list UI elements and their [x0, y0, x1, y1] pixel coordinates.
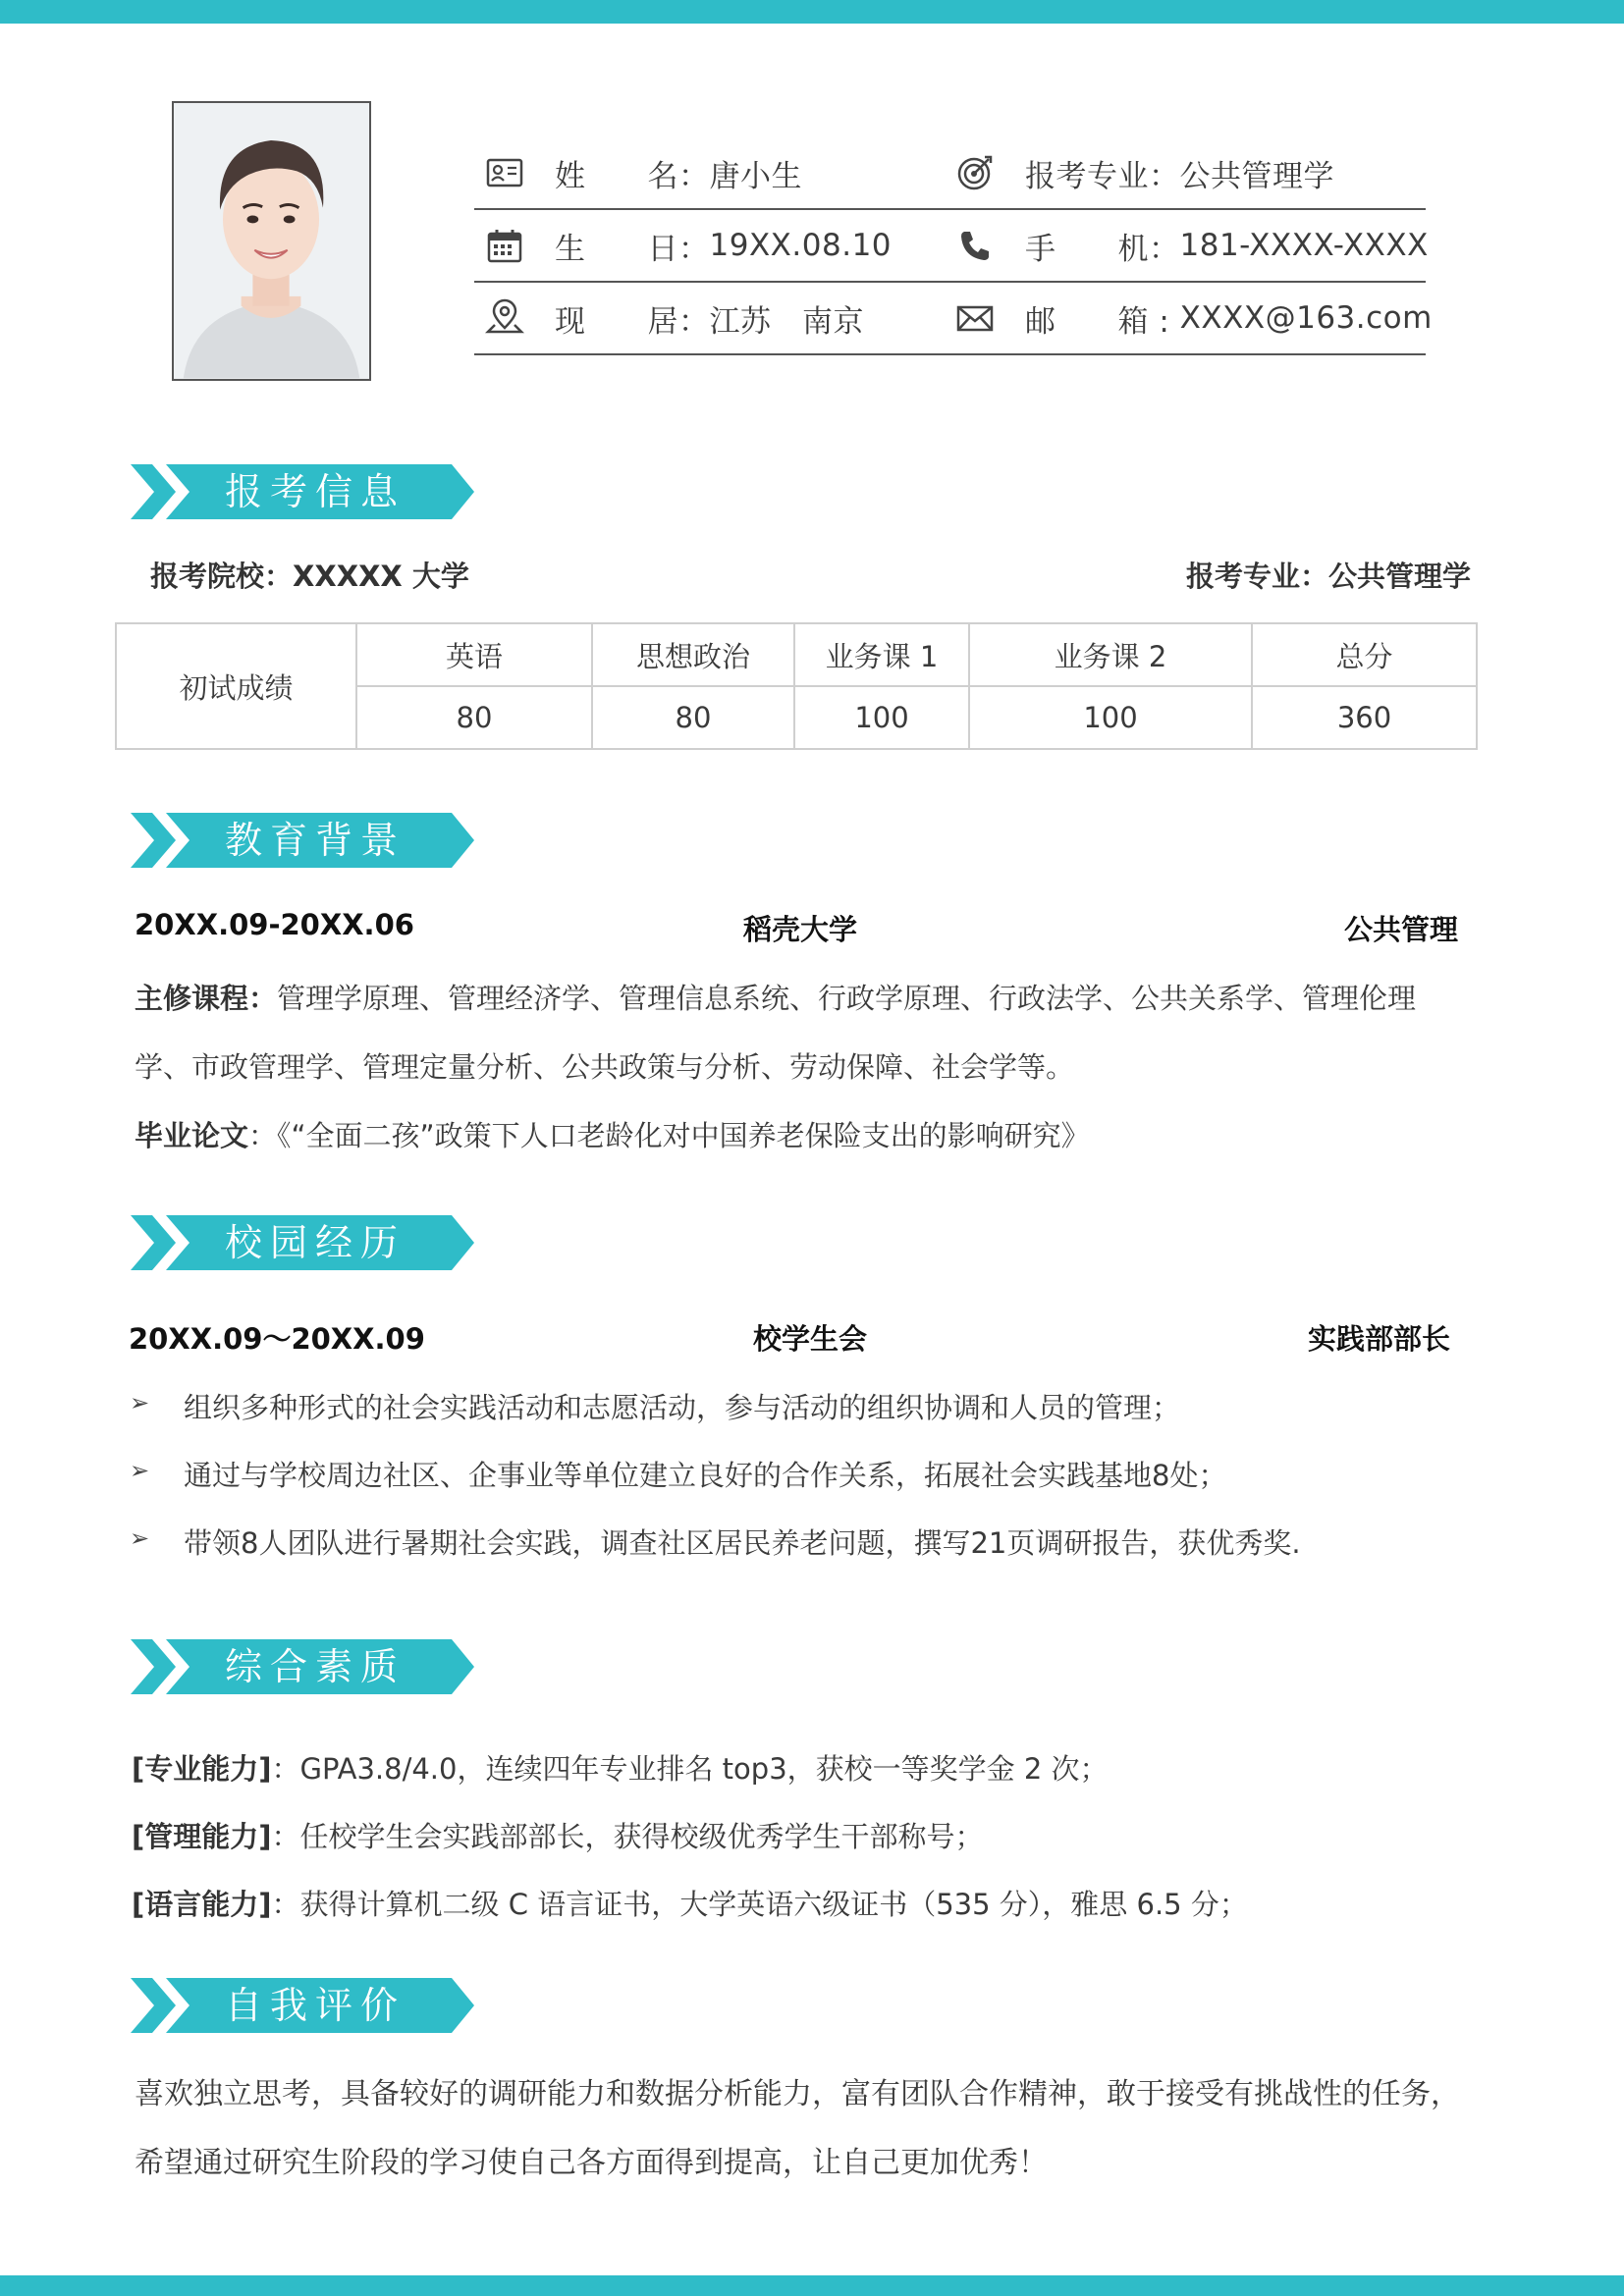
info-divider — [474, 353, 1426, 355]
target-icon — [952, 150, 998, 195]
apply-school: 报考院校：XXXXX 大学 — [150, 560, 469, 593]
calendar-icon — [482, 223, 527, 268]
courses-label: 主修课程： — [135, 982, 278, 1015]
section-title: 教育背景 — [225, 819, 406, 862]
name-label: 姓 名： — [555, 158, 710, 194]
major-value: 公共管理学 — [1179, 158, 1334, 194]
home-field — [482, 283, 864, 353]
phone-label: 手 机： — [1025, 231, 1180, 267]
campus-org: 校学生会 — [753, 1322, 868, 1356]
section-title: 综合素质 — [225, 1645, 406, 1688]
quality-item — [132, 1883, 1248, 1923]
thesis-text: ：《“全面二孩”政策下人口老龄化对中国养老保险支出的影响研究》 — [248, 1119, 1090, 1152]
self-eval-line-1: 喜欢独立思考，具备较好的调研能力和数据分析能力，富有团队合作精神，敢于接受有挑战性的任务， — [135, 2077, 1460, 2111]
quality-text: ：GPA3.8/4.0，连续四年专业排名 top3，获校一等奖学金 2 次； — [271, 1752, 1109, 1786]
section-header-apply — [131, 464, 474, 519]
section-header-self — [131, 1978, 474, 2033]
email-field — [952, 283, 1433, 353]
campus-role: 实践部部长 — [1308, 1322, 1451, 1356]
email-value: XXXX@163.com — [1179, 300, 1433, 336]
profile-photo — [172, 101, 371, 381]
education-major: 公共管理 — [1344, 913, 1459, 946]
phone-field — [952, 210, 1429, 281]
home-value: 江苏 南京 — [709, 303, 864, 340]
quality-label: [专业能力] — [132, 1752, 272, 1786]
self-eval-line-2: 希望通过研究生阶段的学习使自己各方面得到提高，让自己更加优秀！ — [135, 2146, 1048, 2180]
info-row-3 — [474, 283, 1433, 355]
table-header-cell: 总分 — [1252, 623, 1477, 686]
birth-value: 19XX.08.10 — [709, 228, 893, 263]
table-cell: 100 — [794, 686, 969, 749]
score-row-label: 初试成绩 — [116, 623, 356, 749]
birth-label: 生 日： — [555, 231, 710, 267]
section-title: 自我评价 — [225, 1984, 406, 2027]
table-cell: 100 — [969, 686, 1252, 749]
major-field — [952, 137, 1334, 208]
score-table — [115, 622, 1478, 750]
table-cell: 360 — [1252, 686, 1477, 749]
section-title: 校园经历 — [225, 1221, 406, 1264]
id-card-icon — [482, 150, 527, 195]
apply-major: 报考专业：公共管理学 — [1186, 560, 1472, 593]
table-cell: 80 — [592, 686, 794, 749]
email-label: 邮 箱 : — [1025, 303, 1180, 340]
campus-period: 20XX.09～20XX.09 — [129, 1322, 425, 1356]
table-header-cell: 思想政治 — [592, 623, 794, 686]
location-icon — [482, 295, 527, 341]
name-value: 唐小生 — [709, 158, 802, 194]
info-row-2 — [474, 210, 1429, 283]
section-header-education — [131, 813, 474, 868]
thesis-line — [135, 1114, 1090, 1154]
bullet-arrow-icon: ➢ — [130, 1457, 150, 1484]
bottom-accent-bar — [0, 2275, 1624, 2296]
info-row-1 — [474, 137, 1426, 210]
education-school: 稻壳大学 — [743, 913, 858, 946]
phone-value: 181-XXXX-XXXX — [1179, 228, 1429, 263]
thesis-label: 毕业论文 — [135, 1119, 249, 1152]
bullet-arrow-icon: ➢ — [130, 1524, 150, 1552]
table-header-cell: 业务课 1 — [794, 623, 969, 686]
quality-item — [132, 1747, 1109, 1788]
section-header-campus — [131, 1215, 474, 1270]
quality-text: ：任校学生会实践部部长，获得校级优秀学生干部称号； — [271, 1820, 984, 1853]
quality-label: [语言能力] — [132, 1888, 272, 1921]
courses-text-1: 管理学原理、管理经济学、管理信息系统、行政学原理、行政法学、公共关系学、管理伦理 — [277, 982, 1417, 1015]
birth-field — [482, 210, 892, 281]
table-cell: 80 — [356, 686, 592, 749]
phone-icon — [952, 223, 998, 268]
section-title: 报考信息 — [225, 470, 406, 513]
quality-text: ：获得计算机二级 C 语言证书，大学英语六级证书（535 分），雅思 6.5 分； — [271, 1888, 1248, 1921]
courses-line-2: 学、市政管理学、管理定量分析、公共政策与分析、劳动保障、社会学等。 — [135, 1050, 1075, 1084]
name-field — [482, 137, 802, 208]
mail-icon — [952, 295, 998, 341]
campus-item: 带领8人团队进行暑期社会实践，调查社区居民养老问题，撰写21页调研报告，获优秀奖. — [184, 1526, 1301, 1560]
campus-item: 组织多种形式的社会实践活动和志愿活动，参与活动的组织协调和人员的管理； — [184, 1391, 1181, 1424]
top-accent-bar — [0, 0, 1624, 24]
table-row — [116, 623, 1477, 686]
quality-item — [132, 1815, 984, 1855]
major-label: 报考专业： — [1025, 158, 1180, 194]
home-label: 现 居： — [555, 303, 710, 340]
campus-item: 通过与学校周边社区、企事业等单位建立良好的合作关系，拓展社会实践基地8处； — [184, 1459, 1227, 1492]
quality-label: [管理能力] — [132, 1820, 272, 1853]
courses-line-1 — [135, 977, 1416, 1017]
section-header-quality — [131, 1639, 474, 1694]
bullet-arrow-icon: ➢ — [130, 1389, 150, 1416]
table-header-cell: 业务课 2 — [969, 623, 1252, 686]
table-header-cell: 英语 — [356, 623, 592, 686]
portrait-image — [174, 103, 369, 379]
education-period: 20XX.09-20XX.06 — [135, 908, 414, 941]
